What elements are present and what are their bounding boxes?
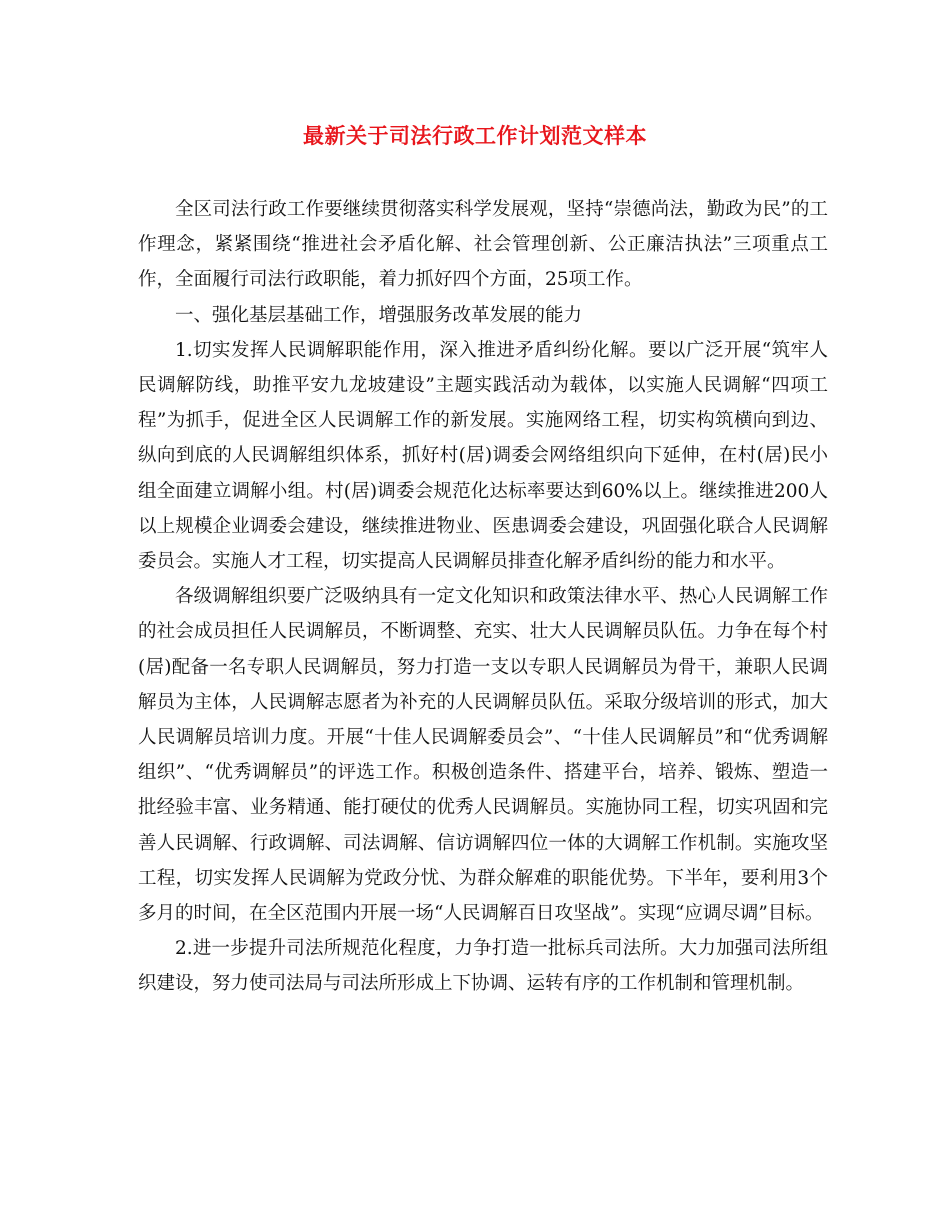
paragraph-mediators: 各级调解组织要广泛吸纳具有一定文化知识和政策法律水平、热心人民调解工作的社会成员担任人民调解员，不断调整、充实、壮大人民调解员队伍。力争在每个村(居)配备一名专职人民调解员，努力打造一支以专职人民调解员为骨干，兼职人民调解员为主体，人民调解志愿者为补充的人民调解员队伍。采取分级培训的形式，加大人民调解员培训力度。开展“十佳人民调解委员会”、“十佳人民调解员”和“优秀调解组织”、“优秀调解员”的评选工作。积极创造条件、搭建平台，培养、锻炼、塑造一批经验丰富、业务精通、能打硬仗的优秀人民调解员。实施协同工程，切实巩固和完善人民调解、行政调解、司法调解、信访调解四位一体的大调解工作机制。实施攻坚工程，切实发挥人民调解为党政分忧、为群众解难的职能优势。下半年，要利用3个多月的时间，在全区范围内开展一场“人民调解百日攻坚战”。实现“应调尽调”目标。 [138, 586, 828, 925]
paragraph-item-2: 2.进一步提升司法所规范化程度，力争打造一批标兵司法所。大力加强司法所组织建设，努力使司法局与司法所形成上下协调、运转有序的工作机制和管理机制。 [138, 938, 828, 995]
document-title: 最新关于司法行政工作计划范文样本 [303, 123, 647, 148]
paragraph-item-1: 1.切实发挥人民调解职能作用，深入推进矛盾纠纷化解。要以广泛开展“筑牢人民调解防线，助推平安九龙坡建设”主题实践活动为载体，以实施人民调解“四项工程”为抓手，促进全区人民调解工作的新发展。实施网络工程，切实构筑横向到边、纵向到底的人民调解组织体系，抓好村(居)调委会网络组织向下延伸，在村(居)民小组全面建立调解小组。村(居)调委会规范化达标率要达到60%以上。继续推进200人以上规模企业调委会建设，继续推进物业、医患调委会建设，巩固强化联合人民调解委员会。实施人才工程，切实提高人民调解员排查化解矛盾纠纷的能力和水平。 [138, 339, 828, 573]
section-heading-1: 一、强化基层基础工作，增强服务改革发展的能力 [175, 304, 583, 326]
paragraph-intro: 全区司法行政工作要继续贯彻落实科学发展观，坚持“崇德尚法，勤政为民”的工作理念，紧紧围绕“推进社会矛盾化解、社会管理创新、公正廉洁执法”三项重点工作，全面履行司法行政职能，着力抓好四个方面，25项工作。 [138, 199, 828, 291]
document-body [138, 192, 828, 1002]
